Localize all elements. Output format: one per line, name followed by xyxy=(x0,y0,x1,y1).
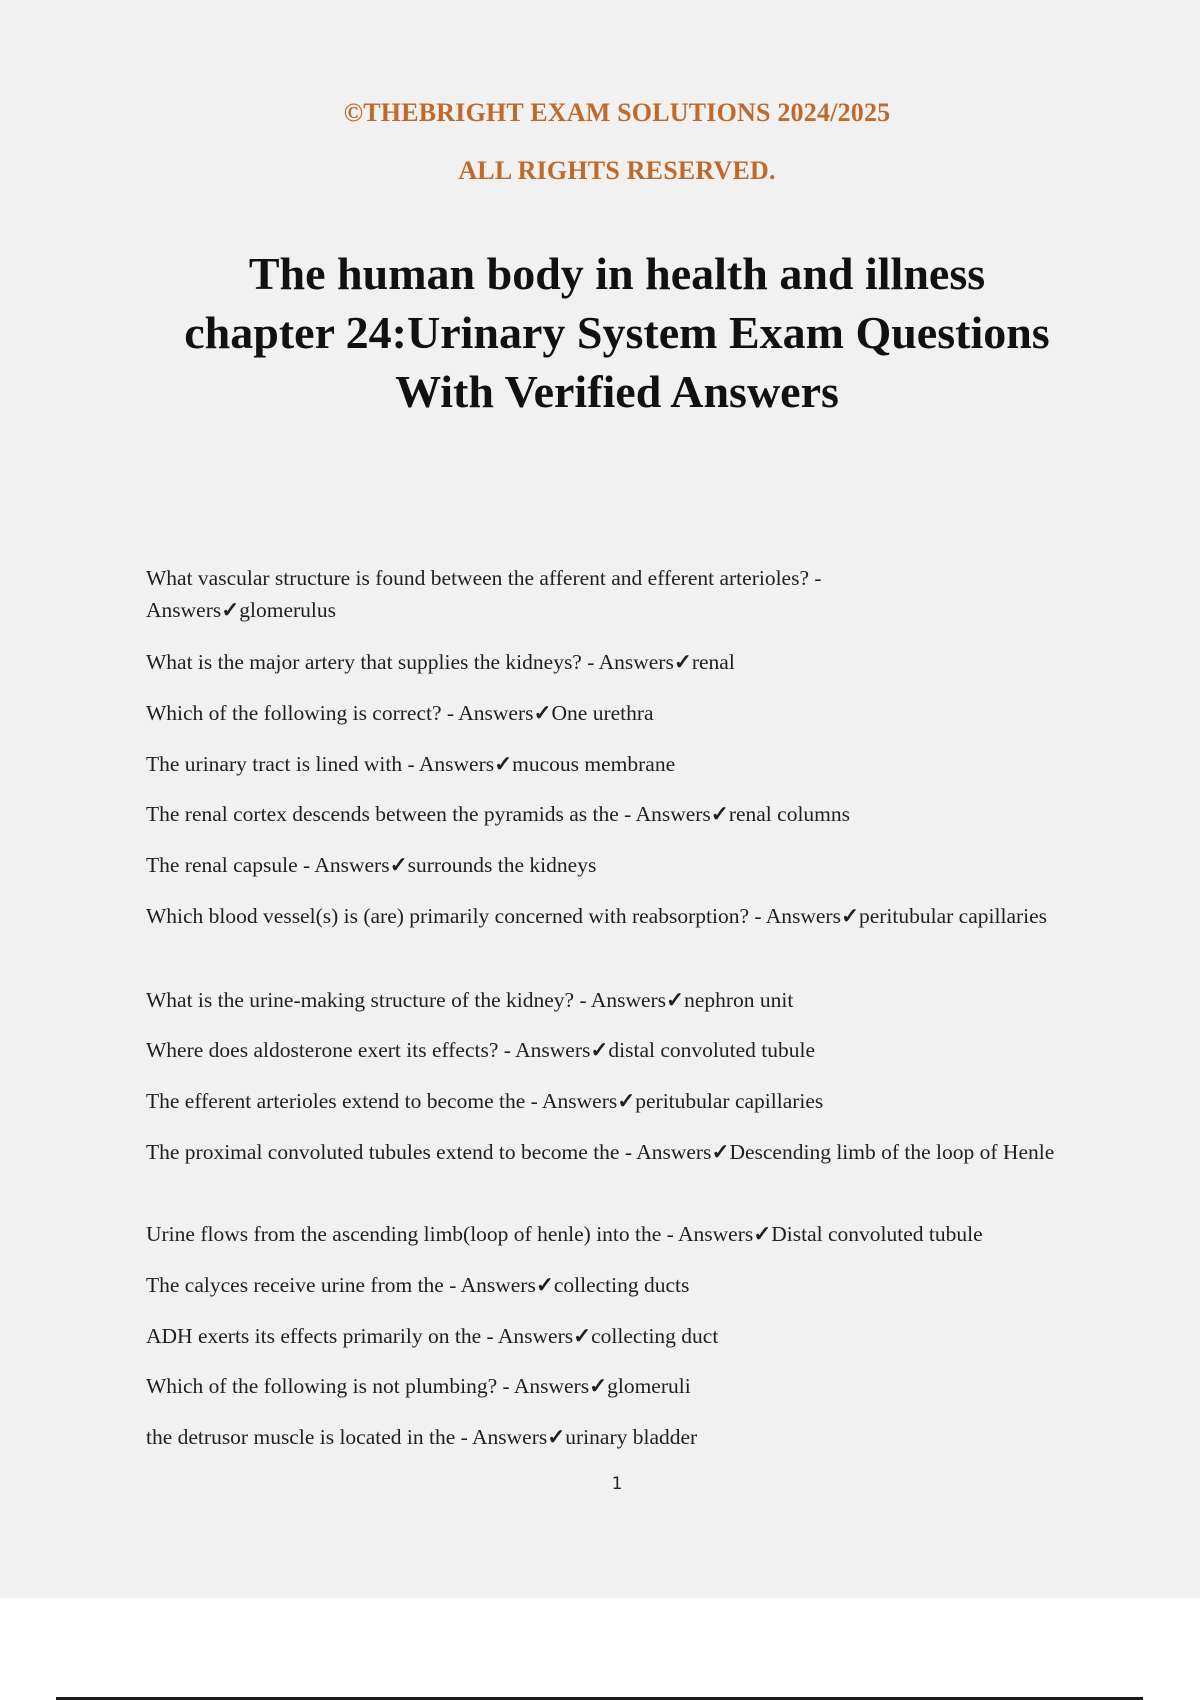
rights-reserved-line: ALL RIGHTS RESERVED. xyxy=(458,156,776,185)
checkmark-icon: ✓ xyxy=(535,1273,554,1297)
question-text: The renal capsule - xyxy=(146,853,315,877)
answer-text: surrounds the kidneys xyxy=(407,853,597,877)
answer-prefix: Answers xyxy=(598,650,674,674)
answer-prefix: Answers xyxy=(636,1140,712,1164)
checkmark-icon: ✓ xyxy=(389,853,408,877)
question-text: The renal cortex descends between the pyramids as the - xyxy=(146,802,636,826)
qa-item xyxy=(146,1218,1146,1250)
checkmark-icon: ✓ xyxy=(533,701,552,725)
qa-item xyxy=(146,849,1096,881)
question-text: Where does aldosterone exert its effects? - xyxy=(146,1038,516,1062)
checkmark-icon: ✓ xyxy=(494,752,513,776)
question-text: ADH exerts its effects primarily on the - xyxy=(146,1324,498,1348)
qa-item xyxy=(146,1421,1096,1453)
answer-text: Distal convoluted tubule xyxy=(771,1222,983,1246)
qa-item xyxy=(146,900,1096,932)
question-text: What is the urine-making structure of the kidney? - xyxy=(146,988,591,1012)
question-text: What is the major artery that supplies the kidneys? - xyxy=(146,650,599,674)
question-text: Which of the following is correct? - xyxy=(146,701,459,725)
question-text: Which of the following is not plumbing? - xyxy=(146,1374,514,1398)
title-line-2: chapter 24:Urinary System Exam Questions xyxy=(184,307,1050,358)
question-text: The efferent arterioles extend to become the - xyxy=(146,1089,542,1113)
checkmark-icon: ✓ xyxy=(573,1324,592,1348)
answer-prefix: Answers xyxy=(458,701,534,725)
answer-text: One urethra xyxy=(551,701,654,725)
answer-text: Descending limb of the loop of Henle xyxy=(729,1140,1055,1164)
question-text: The proximal convoluted tubules extend to become the - xyxy=(146,1140,637,1164)
qa-item xyxy=(146,1370,1096,1402)
qa-item xyxy=(146,1034,1096,1066)
answer-prefix: Answers xyxy=(635,802,711,826)
checkmark-icon: ✓ xyxy=(589,1374,608,1398)
answer-prefix: Answers xyxy=(472,1425,548,1449)
answer-prefix: Answers xyxy=(460,1273,536,1297)
checkmark-icon: ✓ xyxy=(840,904,859,928)
question-text: What vascular structure is found between the afferent and efferent arterioles? - xyxy=(146,566,822,590)
checkmark-icon: ✓ xyxy=(710,802,729,826)
answer-text: collecting duct xyxy=(591,1324,719,1348)
checkmark-icon: ✓ xyxy=(666,988,685,1012)
answer-prefix: Answers xyxy=(590,988,667,1012)
answer-prefix: Answers xyxy=(418,752,495,776)
answer-text: glomerulus xyxy=(239,598,337,622)
answer-text: glomeruli xyxy=(607,1374,691,1398)
answer-text: urinary bladder xyxy=(565,1425,698,1449)
answer-text: peritubular capillaries xyxy=(858,904,1048,928)
qa-item xyxy=(146,798,1096,830)
checkmark-icon: ✓ xyxy=(590,1038,609,1062)
qa-item xyxy=(146,1136,1096,1168)
qa-item xyxy=(146,1320,1096,1352)
qa-item xyxy=(146,1269,1096,1301)
checkmark-icon: ✓ xyxy=(753,1222,772,1246)
title-line-3: With Verified Answers xyxy=(395,366,839,417)
answer-prefix: Answers xyxy=(678,1222,754,1246)
answer-text: distal convoluted tubule xyxy=(608,1038,815,1062)
question-text: Urine flows from the ascending limb(loop of henle) into the - xyxy=(146,1222,678,1246)
qa-item xyxy=(146,646,1096,678)
copyright-line: ©THEBRIGHT EXAM SOLUTIONS 2024/2025 xyxy=(343,98,891,127)
checkmark-icon: ✓ xyxy=(221,598,240,622)
checkmark-icon: ✓ xyxy=(673,650,692,674)
question-text: The calyces receive urine from the - xyxy=(146,1273,461,1297)
checkmark-icon: ✓ xyxy=(711,1140,730,1164)
question-text: The urinary tract is lined with - xyxy=(146,752,419,776)
qa-item xyxy=(146,562,1096,626)
qa-item xyxy=(146,1085,1096,1117)
answer-text: renal columns xyxy=(728,802,851,826)
answer-text: mucous membrane xyxy=(512,752,676,776)
answer-text: renal xyxy=(691,650,735,674)
answer-prefix: Answers xyxy=(541,1089,618,1113)
qa-item xyxy=(146,984,1096,1016)
answer-text: peritubular capillaries xyxy=(635,1089,824,1113)
question-text: the detrusor muscle is located in the - xyxy=(146,1425,472,1449)
answer-prefix: Answers xyxy=(513,1374,590,1398)
answer-prefix: Answers xyxy=(146,598,222,622)
page-number: 1 xyxy=(611,1474,623,1494)
answer-prefix: Answers xyxy=(515,1038,591,1062)
document-title xyxy=(0,244,1200,421)
question-text: Which blood vessel(s) is (are) primarily concerned with reabsorption? - xyxy=(146,904,766,928)
checkmark-icon: ✓ xyxy=(547,1425,566,1449)
answer-text: collecting ducts xyxy=(553,1273,690,1297)
answer-prefix: Answers xyxy=(765,904,841,928)
qa-item xyxy=(146,748,1096,780)
qa-item xyxy=(146,697,1096,729)
checkmark-icon: ✓ xyxy=(617,1089,636,1113)
answer-prefix: Answers xyxy=(314,853,390,877)
answer-prefix: Answers xyxy=(497,1324,574,1348)
answer-text: nephron unit xyxy=(684,988,794,1012)
title-line-1: The human body in health and illness xyxy=(248,248,986,299)
